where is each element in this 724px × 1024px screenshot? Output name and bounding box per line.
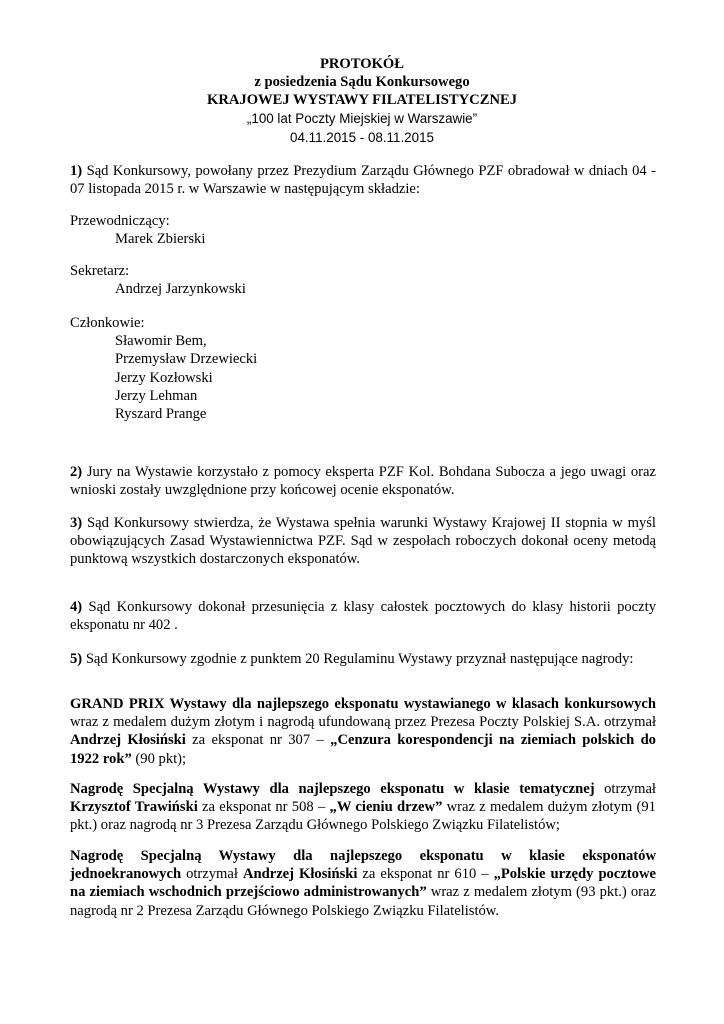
award-thematic bbox=[70, 780, 656, 835]
award-text: wraz z medalem dużym złotym (91 pkt.) oraz nagrodą nr 3 Prezesa Zarządu Głównego Polskiego Związku Filatelistów; bbox=[70, 799, 656, 834]
document-header bbox=[0, 55, 724, 147]
exhibit-title: „Polskie urzędy pocztowe na ziemiach wschodnich przejściowo administrowanych” bbox=[70, 866, 656, 901]
chair-name: Marek Zbierski bbox=[115, 231, 206, 248]
award-one-frame bbox=[70, 847, 656, 920]
section-text: Sąd Konkursowy, powołany przez Prezydium Zarządu Głównego PZF obradował w dniach 04 - 07 listopada 2015 r. w Warszawie w następującym składzie: bbox=[70, 163, 656, 198]
award-text: (90 pkt); bbox=[131, 750, 187, 767]
award-title: Nagrodę Specjalną Wystawy dla najlepszego eksponatu w klasie tematycznej bbox=[70, 781, 595, 797]
section-4 bbox=[70, 598, 656, 634]
award-winner: Andrzej Kłosiński bbox=[242, 866, 358, 883]
section-5 bbox=[70, 650, 656, 668]
exhibit-title: „W cieniu drzew” bbox=[329, 799, 443, 816]
award-title: Nagrodę Specjalną Wystawy dla najlepszego eksponatu w klasie eksponatów jednoekranowych bbox=[70, 848, 656, 883]
header-subtitle: z posiedzenia Sądu Konkursowego bbox=[254, 74, 470, 90]
award-winner: Andrzej Kłosiński bbox=[70, 732, 186, 749]
award-text: otrzymał bbox=[594, 781, 656, 797]
member-name: Przemysław Drzewiecki bbox=[115, 351, 258, 368]
section-1 bbox=[70, 162, 656, 198]
section-text: Jury na Wystawie korzystało z pomocy eksperta PZF Kol. Bohdana Subocza a jego uwagi oraz wnioski zostały uwzględnione przy końcowej ocenie eksponatów. bbox=[70, 464, 656, 499]
section-2 bbox=[70, 463, 656, 499]
section-3 bbox=[70, 514, 656, 569]
award-grand-prix bbox=[70, 695, 656, 768]
section-number: 5) bbox=[70, 651, 83, 667]
member-name: Ryszard Prange bbox=[115, 406, 207, 423]
section-number: 3) bbox=[70, 515, 83, 531]
header-dates: 04.11.2015 - 08.11.2015 bbox=[290, 130, 434, 145]
chair-block bbox=[70, 212, 656, 248]
award-text: wraz z medalem dużym złotym i nagrodą ufundowaną przez Prezesa Poczty Polskiej S.A. otrzymał bbox=[70, 714, 656, 731]
member-name: Jerzy Lehman bbox=[115, 387, 198, 404]
award-text: wraz z medalem złotym (93 pkt.) oraz nagrodą nr 2 Prezesa Zarządu Głównego Polskiego Związku Filatelistów. bbox=[70, 884, 656, 919]
section-number: 1) bbox=[70, 163, 83, 179]
section-text: Sąd Konkursowy stwierdza, że Wystawa spełnia warunki Wystawy Krajowej II stopnia w myśl obowiązujących Zasad Wystawiennictwa PZF. Sąd w zespołach roboczych dokonał oceny metodą punktową wszystkich dostarczonych eksponatów. bbox=[70, 515, 656, 568]
header-exhibition-theme: „100 lat Poczty Miejskiej w Warszawie” bbox=[246, 111, 478, 126]
members-block bbox=[70, 314, 656, 423]
award-title: GRAND PRIX Wystawy dla najlepszego eksponatu wystawianego w klasach konkursowych bbox=[70, 696, 656, 712]
award-text: za eksponat nr 610 – bbox=[357, 866, 494, 883]
section-number: 4) bbox=[70, 599, 83, 615]
section-text: Sąd Konkursowy dokonał przesunięcia z klasy całostek pocztowych do klasy historii poczty eksponatu nr 402 . bbox=[70, 599, 656, 634]
member-name: Jerzy Kozłowski bbox=[115, 369, 213, 386]
members-label: Członkowie: bbox=[70, 315, 145, 331]
secretary-name: Andrzej Jarzynkowski bbox=[115, 281, 246, 298]
award-winner: Krzysztof Trawiński bbox=[70, 799, 198, 816]
secretary-label: Sekretarz: bbox=[70, 263, 130, 279]
secretary-block bbox=[70, 262, 656, 298]
section-text: Sąd Konkursowy zgodnie z punktem 20 Regulaminu Wystawy przyznał następujące nagrody: bbox=[82, 651, 634, 667]
header-exhibition-name: KRAJOWEJ WYSTAWY FILATELISTYCZNEJ bbox=[206, 92, 518, 108]
award-text: za eksponat nr 508 – bbox=[197, 799, 330, 816]
chair-label: Przewodniczący: bbox=[70, 213, 170, 229]
section-number: 2) bbox=[70, 464, 83, 480]
award-text: otrzymał bbox=[181, 866, 243, 883]
member-name: Sławomir Bem, bbox=[115, 333, 207, 350]
award-text: za eksponat nr 307 – bbox=[185, 732, 331, 749]
exhibit-title: „Cenzura korespondencji na ziemiach polskich do 1922 rok” bbox=[70, 732, 656, 767]
document-title: PROTOKÓŁ bbox=[319, 56, 405, 72]
